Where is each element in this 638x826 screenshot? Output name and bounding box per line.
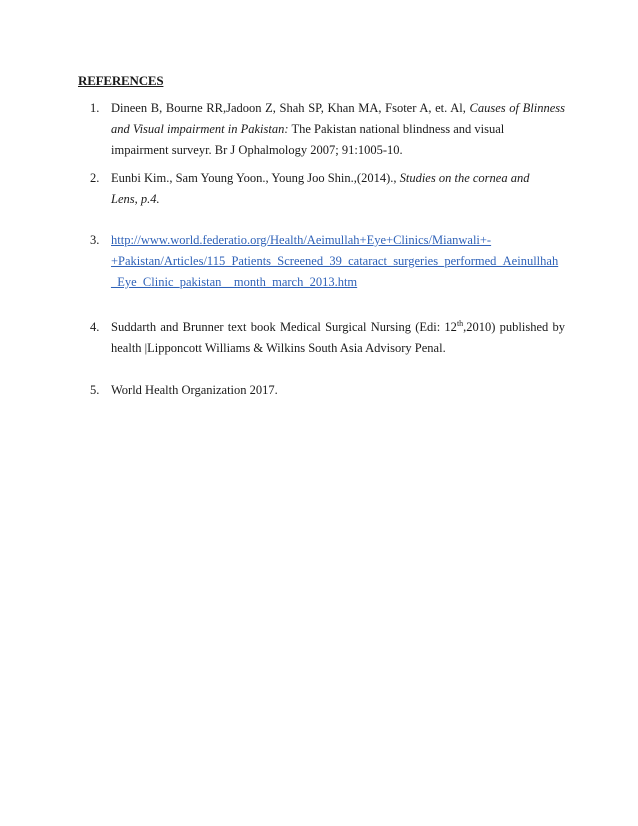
reference-line <box>111 317 565 338</box>
reference-link[interactable]: http://www.world.federatio.org/Health/Aeimullah+Eye+Clinics/Mianwali+- <box>111 233 492 247</box>
reference-item-2 <box>90 168 565 210</box>
reference-item-1 <box>90 98 565 161</box>
references-heading: REFERENCES <box>78 73 164 88</box>
reference-item-3 <box>90 230 565 293</box>
reference-link[interactable]: +Pakistan/Articles/115_Patients_Screened_39_cataract_surgeries_performed_Aeinullhah <box>111 254 559 268</box>
reference-number: 3. <box>90 233 100 247</box>
reference-title: Causes of Blinness <box>469 101 566 115</box>
reference-number: 4. <box>90 320 100 334</box>
reference-authors: Dineen B, Bourne RR,Jadoon Z, Shah SP, Khan MA, Fsoter A, et. Al, <box>111 101 466 115</box>
reference-line <box>111 168 565 189</box>
reference-source: The Pakistan national blindness and visual <box>291 122 505 136</box>
reference-title: Lens, p.4. <box>111 192 160 206</box>
reference-title: Studies on the cornea and <box>399 171 530 185</box>
reference-item-4 <box>90 317 565 359</box>
reference-number: 5. <box>90 383 100 397</box>
reference-text: ,2010) published by <box>463 320 565 334</box>
reference-item-5 <box>90 380 565 401</box>
reference-superscript: th <box>456 318 464 328</box>
reference-authors: Eunbi Kim., Sam Young Yoon., Young Joo Shin.,(2014)., <box>111 171 397 185</box>
reference-text: health |Lipponcott Williams & Wilkins South Asia Advisory Penal. <box>111 341 446 355</box>
reference-number: 1. <box>90 101 100 115</box>
reference-title: and Visual impairment in Pakistan: <box>111 122 289 136</box>
reference-text: Suddarth and Brunner text book Medical Surgical Nursing (Edi: 12 <box>111 320 457 334</box>
reference-link[interactable]: _Eye_Clinic_pakistan__month_march_2013.htm <box>111 275 358 289</box>
reference-text: World Health Organization 2017. <box>111 383 278 397</box>
reference-line <box>111 119 565 140</box>
reference-source: impairment surveyr. Br J Ophalmology 2007; 91:1005-10. <box>111 143 403 157</box>
reference-line <box>111 98 565 119</box>
reference-number: 2. <box>90 171 100 185</box>
